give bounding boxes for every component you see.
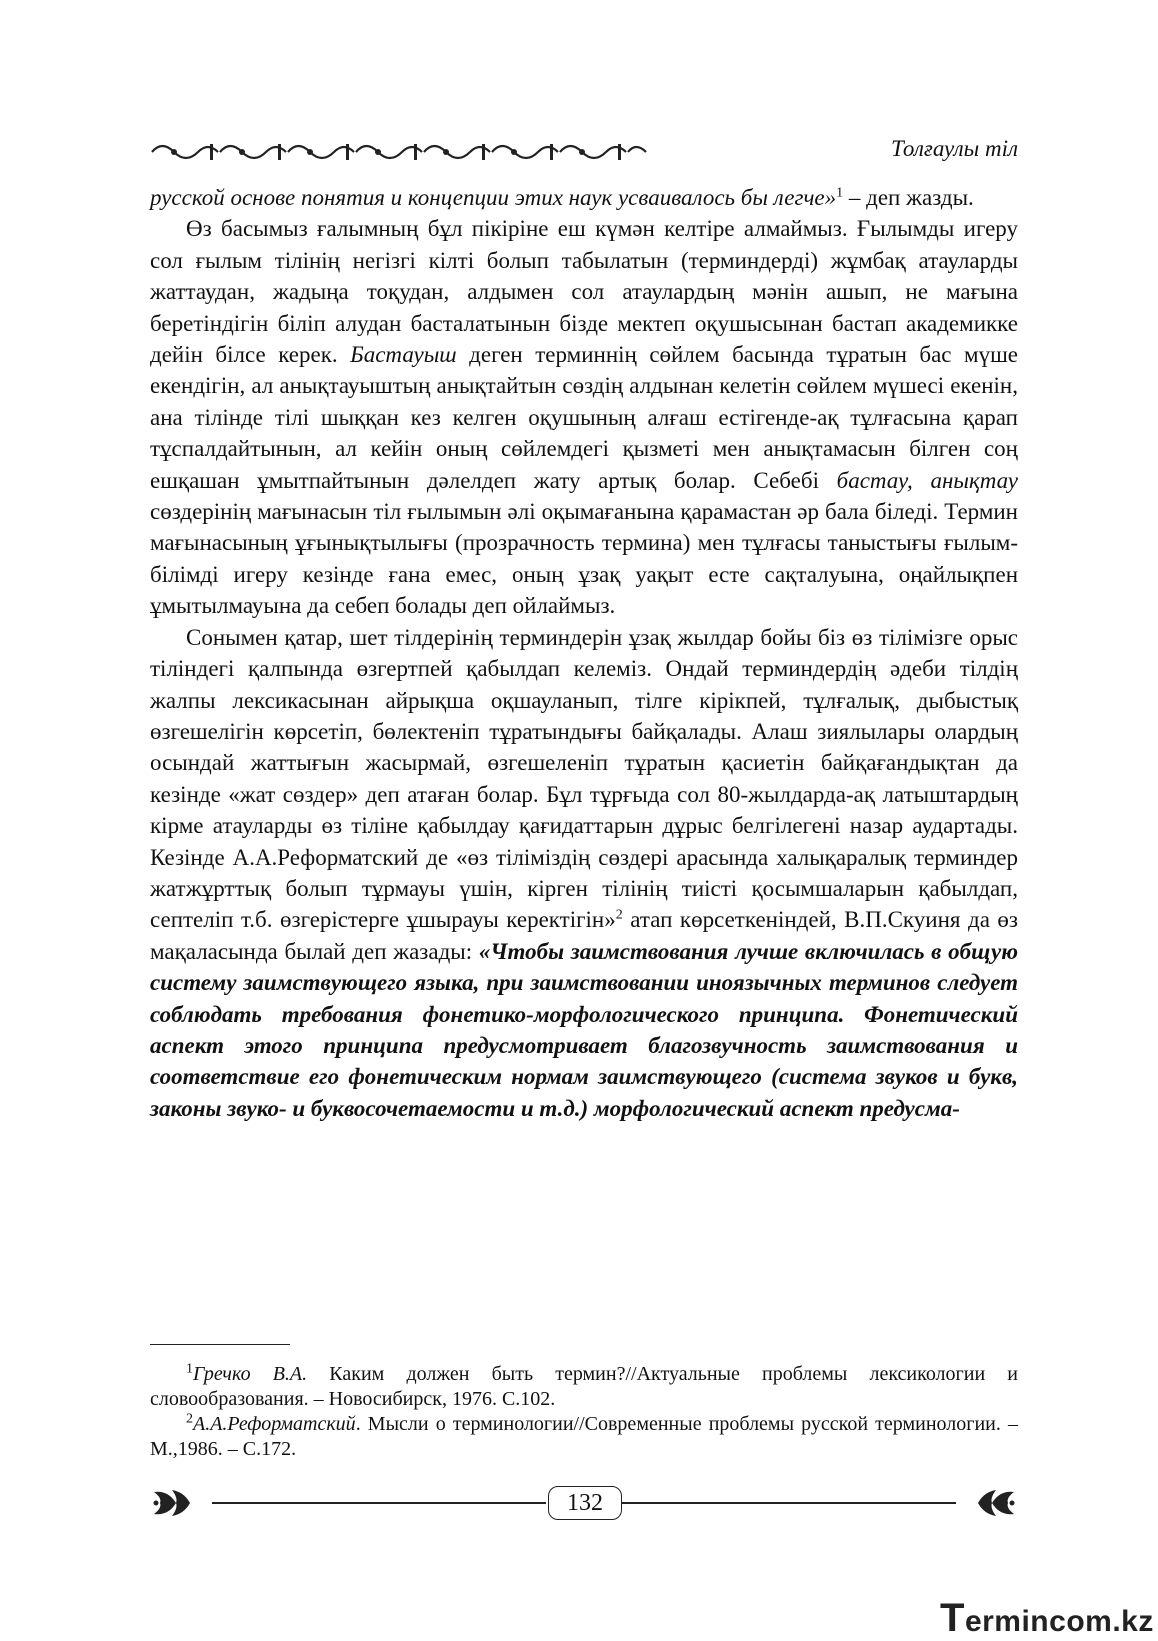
term-italic: бастау, анықтау [836,467,1019,493]
page-header [150,130,1018,168]
text-run: Өз басымыз ғалымның бұл пікіріне еш күмән келтіре алмаймыз. Ғылымды игеру сол ғылым тілінің негізгі кілті болып табылатын (терминдерді) жұмбақ атауларды жаттаудан, жадыңа тоқудан, алдымен сол атаулардың мәнін ашып, не мағына беретіндігін біліп алудан басталатынын бізде мектеп оқушысынан бастап академикке дейін білсе керек. [150,216,1018,368]
running-title: Толғаулы тіл [890,136,1018,161]
footer-rule [622,1502,956,1504]
footnote-text: . Мысли о терминологии//Современные проблемы русской терминологии. – М.,1986. – С.172. [150,1413,1018,1460]
leaf-ornament-icon [956,1486,1018,1520]
site-watermark [940,1596,1154,1641]
text-run: – деп жазды. [843,185,974,210]
footnotes [150,1362,1018,1462]
body-text [150,182,1018,1124]
scroll-ornament-icon [150,138,650,164]
footnote-author: А.А.Реформатский [193,1413,356,1435]
paragraph [150,622,1018,1125]
paragraph [150,213,1018,621]
footnote-ref: 2 [615,907,623,923]
footnote-separator [150,1344,290,1345]
footnote-mark: 2 [186,1411,193,1427]
russian-quote: «Чтобы заимствования лучше включилась в общую систему заимствующего языка, при заимствовании иноязычных терминов следует соблюдать требования фонетико-морфологического принципа. Фонетический аспект этого принципа предусмотривает благозвучность заимствования и соответствие его фонетическим нормам заимствующего (система звуков и букв, законы звуко- и буквосочетаемости и т.д.) морфологический аспект предусма- [150,938,1018,1121]
page-footer [150,1482,1018,1526]
leaf-ornament-icon [150,1486,212,1520]
paragraph [150,182,1018,213]
footnote [150,1362,1018,1412]
term-italic: Бастауыш [350,342,457,368]
footnote [150,1412,1018,1462]
watermark-initial: T [940,1596,965,1640]
footnote-text: Каким должен быть термин?//Актуальные проблемы лексикологии и словообразования. – Новосибирск, 1976. С.102. [150,1363,1018,1410]
footnote-author: Гречко В.А. [193,1363,308,1385]
quote-end: русской основе понятия и концепции этих наук усваивалось бы легче» [150,185,837,210]
footer-rule [212,1502,546,1504]
footnote-ref: 1 [836,185,844,201]
text-run: деген терминнің сөйлем басында тұратын бас мүше екендігін, ал анықтауыштың анықтайтын сөздің алдынан келетін сөйлем мүшесі екенін, ана тілінде тілі шыққан кез келген оқушының алғаш естігенде-ақ тұлғасына қарап тұспалдайтынын, ал кейін оның сөйлемдегі қызметі мен анықтамасын білген соң ешқашан ұмытпайтынын дәлелдеп жату артық болар. Себебі [150,342,1018,493]
text-run: сөздерінің мағынасын тіл ғылымын әлі оқымағанына қарамастан әр бала біледі. Термин мағынасының ұғынықтылығы (прозрачность термина) мен тұлғасы таныстығы ғылым-білімді игеру кезінде ғана емес, оның ұзақ уақыт есте сақталуына, оңайлықпен ұмытылмауына да себеп болады деп ойлаймыз. [150,499,1018,619]
text-run: Сонымен қатар, шет тілдерінің терминдерін ұзақ жылдар бойы біз өз тілімізге орыс тіліндегі қалпында өзгертпей қабылдап келеміз. Ондай терминдердің әдеби тілдің жалпы лексикасынан айрықша оқшауланып, тілге кірікпей, тұлғалық, дыбыстық өзгешелігін көрсетіп, бөлектеніп тұратындығы байқалады. Алаш зиялылары олардың осындай жаттығын жасырмай, өзгешеленіп тұратын қасиетін байқағандықтан да кезінде «жат сөздер» деп атаған болар. Бұл тұрғыда сол 80-жылдарда-ақ латыштардың кірме атауларды өз тіліне қабылдау қағидаттарын дұрыс белгілегені назар аудартады. Кезінде А.А.Реформатский де «өз тіліміздің сөздері арасында халықаралық терминдер жатжұрттық болып тұрмауы үшін, кірген тілінің тиісті қосымшаларын қабылдап, септеліп т.б. өзгерістерге ұшырауы керектігін» [150,624,1018,933]
text-run: атап көрсеткеніндей, В.П.Скуиня да өз мақаласында былай деп жазады: [150,907,1018,964]
watermark-text: ermincom.kz [964,1605,1154,1638]
page-number: 132 [548,1486,622,1520]
footnote-mark: 1 [186,1361,193,1377]
